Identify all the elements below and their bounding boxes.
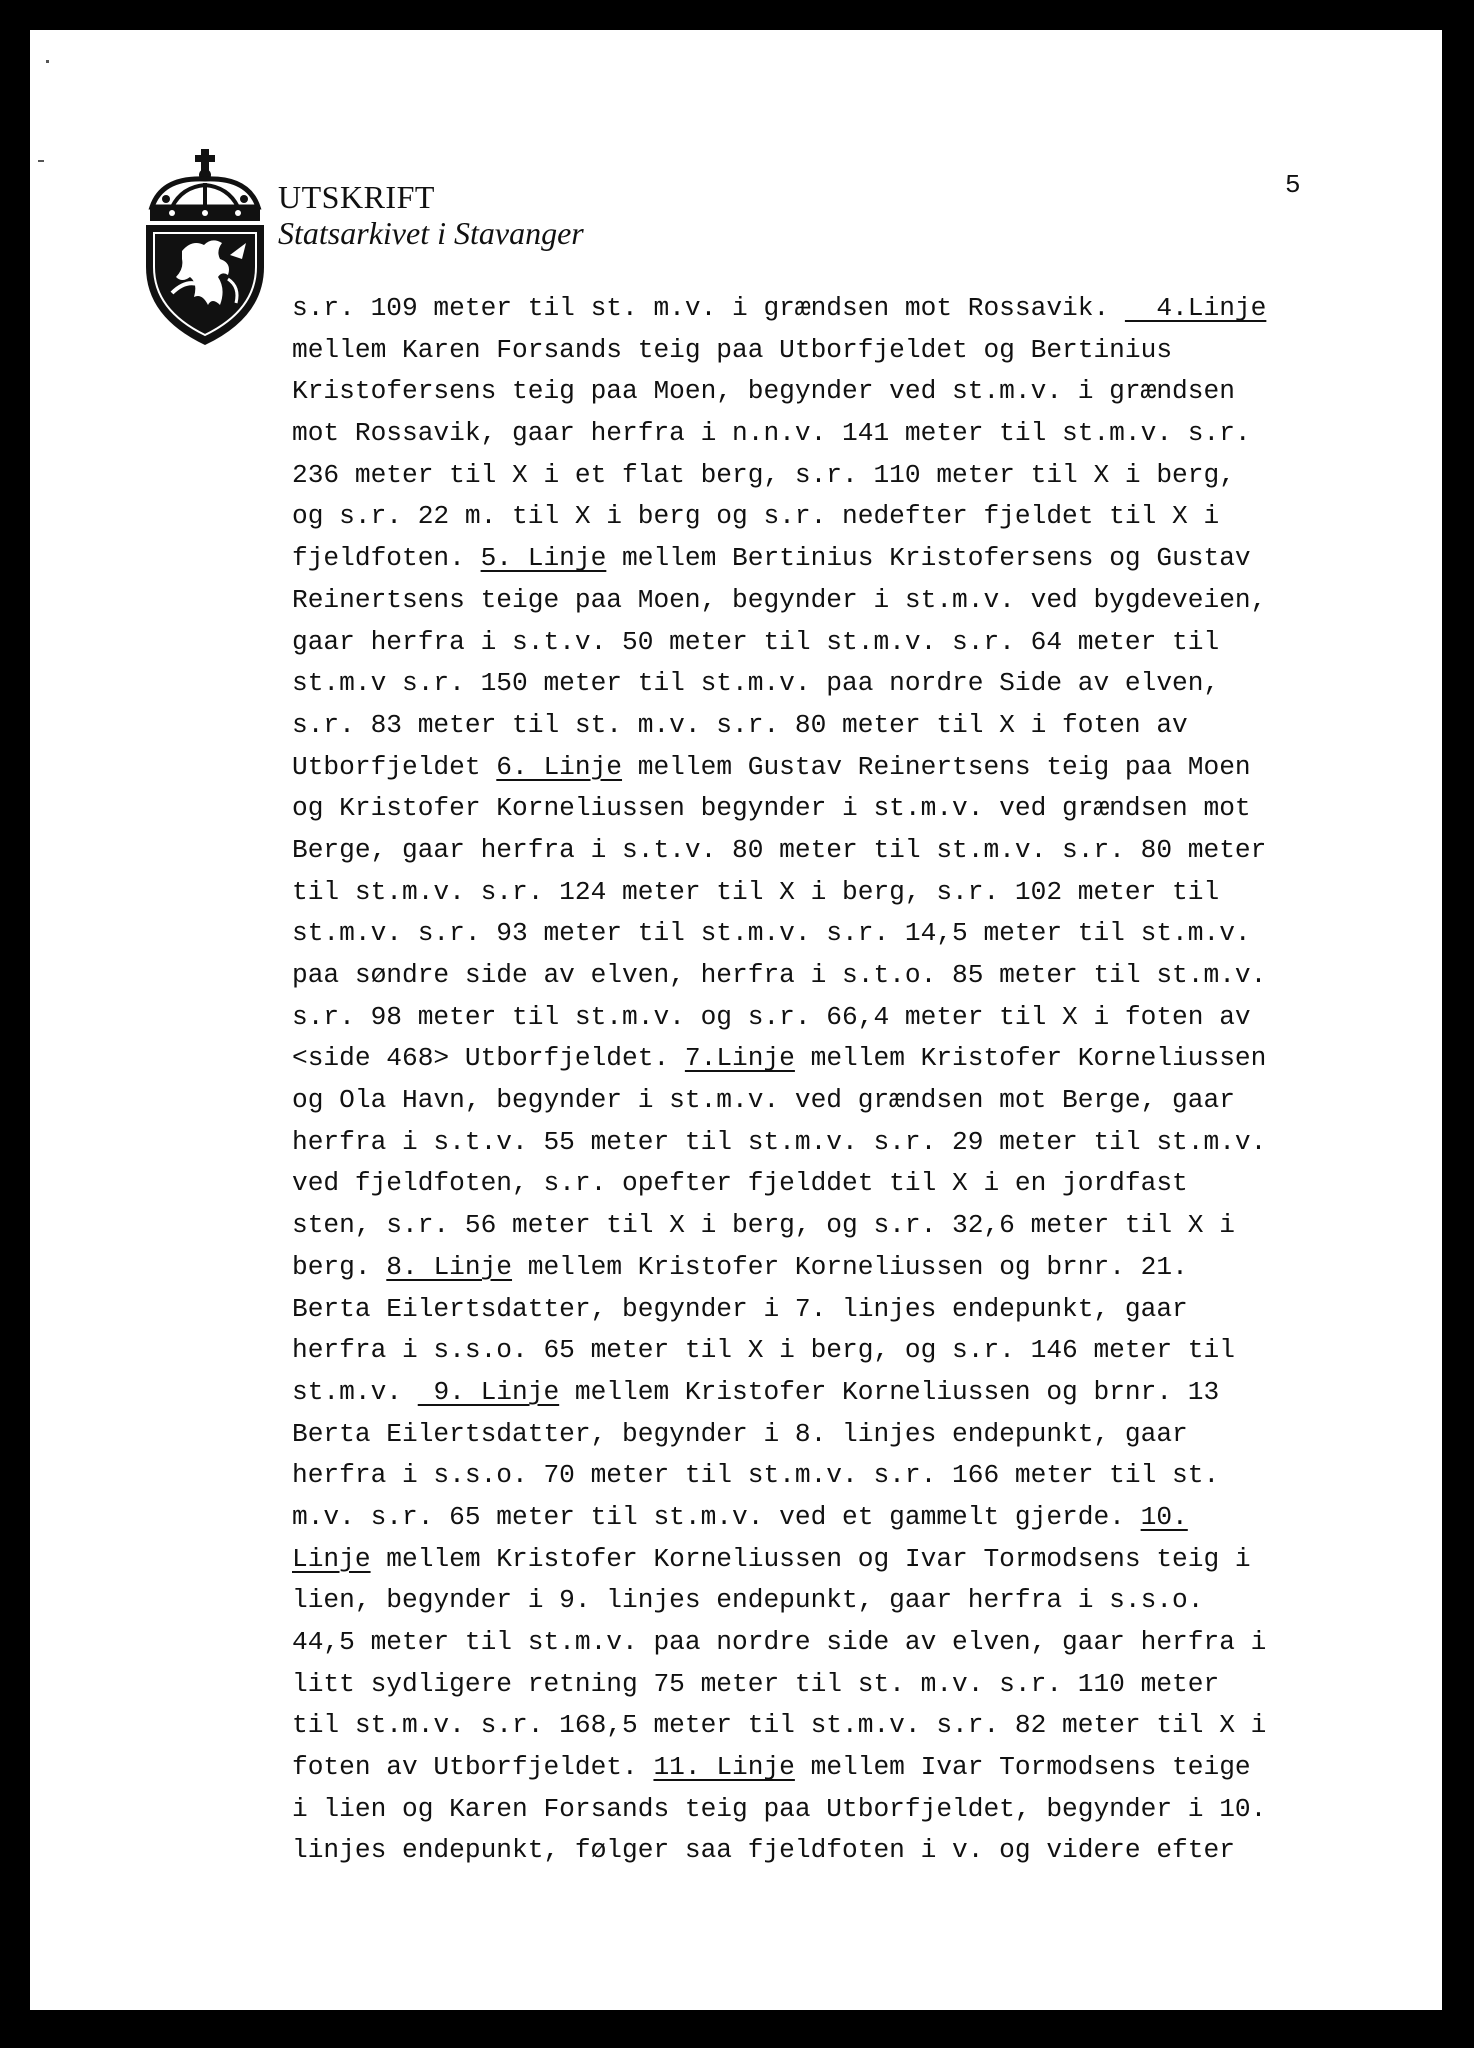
- text-segment: Berge, gaar herfra i s.t.v. 80 meter til st.m.v. s.r. 80 meter: [292, 834, 1267, 865]
- text-segment: <side 468> Utborfjeldet.: [292, 1043, 685, 1074]
- header-subtitle: Statsarkivet i Stavanger: [278, 214, 584, 251]
- text-segment: og Kristofer Korneliussen begynder i st.m.v. ved grændsen mot: [292, 793, 1251, 824]
- text-segment: mellem Gustav Reinertsens teig paa Moen: [622, 751, 1251, 782]
- text-line: [292, 705, 1372, 747]
- underlined-heading: Linje: [292, 1543, 371, 1574]
- text-line: [292, 955, 1372, 997]
- text-segment: linjes endepunkt, følger saa fjeldfoten i v. og videre efter: [292, 1835, 1235, 1866]
- text-segment: Reinertsens teige paa Moen, begynder i st.m.v. ved bygdeveien,: [292, 584, 1267, 615]
- text-segment: mellem Kristofer Korneliussen og Ivar Tormodsens teig i: [370, 1543, 1251, 1574]
- text-line: [292, 1330, 1372, 1372]
- underlined-heading: 8. Linje: [386, 1251, 513, 1282]
- text-line: [292, 1580, 1372, 1622]
- text-line: [292, 1539, 1372, 1581]
- text-segment: st.m.v. s.r. 93 meter til st.m.v. s.r. 14,5 meter til st.m.v.: [292, 918, 1251, 949]
- page-number: 5: [1285, 170, 1301, 200]
- text-segment: mellem Karen Forsands teig paa Utborfjeldet og Bertinius: [292, 334, 1173, 365]
- text-line: [292, 330, 1372, 372]
- text-segment: til st.m.v. s.r. 168,5 meter til st.m.v. s.r. 82 meter til X i: [292, 1710, 1267, 1741]
- text-line: [292, 455, 1372, 497]
- text-segment: 44,5 meter til st.m.v. paa nordre side av elven, gaar herfra i: [292, 1627, 1267, 1657]
- text-segment: Berta Eilertsdatter, begynder i 8. linjes endepunkt, gaar: [292, 1418, 1188, 1449]
- text-segment: fjeldfoten.: [292, 543, 481, 574]
- text-segment: til st.m.v. s.r. 124 meter til X i berg, s.r. 102 meter til: [292, 876, 1220, 907]
- text-line: [292, 1664, 1372, 1706]
- header-title: UTSKRIFT: [278, 179, 435, 215]
- text-segment: paa søndre side av elven, herfra i s.t.o. 85 meter til st.m.v.: [292, 960, 1267, 990]
- text-segment: i lien og Karen Forsands teig paa Utborfjeldet, begynder i 10.: [292, 1793, 1267, 1824]
- underlined-heading: 6. Linje: [496, 751, 623, 782]
- text-segment: gaar herfra i s.t.v. 50 meter til st.m.v. s.r. 64 meter til: [292, 626, 1220, 657]
- text-line: [292, 1163, 1372, 1205]
- text-segment: litt sydligere retning 75 meter til st. m.v. s.r. 110 meter: [292, 1668, 1220, 1699]
- underlined-heading: 7.Linje: [684, 1043, 795, 1074]
- text-segment: sten, s.r. 56 meter til X i berg, og s.r. 32,6 meter til X i: [292, 1210, 1235, 1241]
- text-line: [292, 1122, 1372, 1164]
- text-segment: berg.: [292, 1251, 387, 1282]
- text-line: [292, 413, 1372, 455]
- underlined-heading: 10.: [1140, 1501, 1188, 1532]
- text-segment: lien, begynder i 9. linjes endepunkt, gaar herfra i s.s.o.: [292, 1585, 1204, 1616]
- document-header: [278, 180, 584, 252]
- document-page: [30, 30, 1442, 2010]
- text-line: [292, 1205, 1372, 1247]
- scan-speck: [38, 160, 44, 162]
- text-segment: mellem Bertinius Kristofersens og Gustav: [606, 543, 1251, 574]
- text-segment: Berta Eilertsdatter, begynder i 7. linjes endepunkt, gaar: [292, 1293, 1188, 1324]
- text-line: [292, 496, 1372, 538]
- text-segment: s.r. 83 meter til st. m.v. s.r. 80 meter til X i foten av: [292, 709, 1188, 740]
- text-segment: 236 meter til X i et flat berg, s.r. 110 meter til X i berg,: [292, 459, 1235, 490]
- text-segment: s.r. 98 meter til st.m.v. og s.r. 66,4 meter til X i foten av: [292, 1001, 1251, 1032]
- text-line: [292, 580, 1372, 622]
- text-line: [292, 1622, 1372, 1664]
- text-segment: mellem Kristofer Korneliussen og brnr. 21.: [512, 1251, 1188, 1282]
- text-segment: mellem Kristofer Korneliussen: [794, 1043, 1267, 1074]
- text-segment: st.m.v s.r. 150 meter til st.m.v. paa nordre Side av elven,: [292, 668, 1220, 699]
- text-line: [292, 538, 1372, 580]
- underlined-heading: 11. Linje: [653, 1752, 795, 1783]
- text-segment: herfra i s.t.v. 55 meter til st.m.v. s.r. 29 meter til st.m.v.: [292, 1126, 1267, 1157]
- text-line: [292, 288, 1372, 330]
- text-line: [292, 1455, 1372, 1497]
- text-segment: og Ola Havn, begynder i st.m.v. ved grændsen mot Berge, gaar: [292, 1085, 1235, 1116]
- text-line: [292, 997, 1372, 1039]
- text-line: [292, 913, 1372, 955]
- text-line: [292, 872, 1372, 914]
- text-segment: mot Rossavik, gaar herfra i n.n.v. 141 meter til st.m.v. s.r.: [292, 418, 1251, 449]
- text-line: [292, 1789, 1372, 1831]
- text-line: [292, 1414, 1372, 1456]
- text-line: [292, 1289, 1372, 1331]
- text-segment: herfra i s.s.o. 70 meter til st.m.v. s.r. 166 meter til st.: [292, 1460, 1220, 1491]
- text-segment: herfra i s.s.o. 65 meter til X i berg, og s.r. 146 meter til: [292, 1335, 1235, 1366]
- text-segment: s.r. 109 meter til st. m.v. i grændsen mot Rossavik.: [292, 293, 1125, 323]
- coat-of-arms-icon: [142, 147, 268, 347]
- text-segment: st.m.v.: [292, 1376, 418, 1407]
- text-line: [292, 1497, 1372, 1539]
- text-line: [292, 1080, 1372, 1122]
- text-line: [292, 830, 1372, 872]
- text-line: [292, 622, 1372, 664]
- text-line: [292, 1372, 1372, 1414]
- text-line: [292, 747, 1372, 789]
- text-line: [292, 1038, 1372, 1080]
- text-segment: Utborfjeldet: [292, 751, 497, 782]
- underlined-heading: 5. Linje: [480, 543, 607, 574]
- transcript-body: [292, 288, 1372, 1872]
- scan-speck: [46, 60, 49, 63]
- text-segment: Kristofersens teig paa Moen, begynder ved st.m.v. i grændsen: [292, 376, 1235, 407]
- underlined-heading: 4.Linje: [1124, 293, 1267, 323]
- underlined-heading: 9. Linje: [417, 1376, 560, 1407]
- text-segment: m.v. s.r. 65 meter til st.m.v. ved et gammelt gjerde.: [292, 1501, 1141, 1532]
- text-segment: ved fjeldfoten, s.r. opefter fjelddet til X i en jordfast: [292, 1168, 1188, 1199]
- text-line: [292, 1247, 1372, 1289]
- text-segment: og s.r. 22 m. til X i berg og s.r. nedefter fjeldet til X i: [292, 501, 1220, 532]
- text-line: [292, 788, 1372, 830]
- text-line: [292, 371, 1372, 413]
- text-line: [292, 663, 1372, 705]
- text-segment: mellem Ivar Tormodsens teige: [794, 1752, 1251, 1783]
- text-segment: foten av Utborfjeldet.: [292, 1752, 654, 1783]
- text-line: [292, 1747, 1372, 1789]
- text-line: [292, 1705, 1372, 1747]
- text-segment: mellem Kristofer Korneliussen og brnr. 13: [559, 1376, 1220, 1407]
- text-line: [292, 1830, 1372, 1872]
